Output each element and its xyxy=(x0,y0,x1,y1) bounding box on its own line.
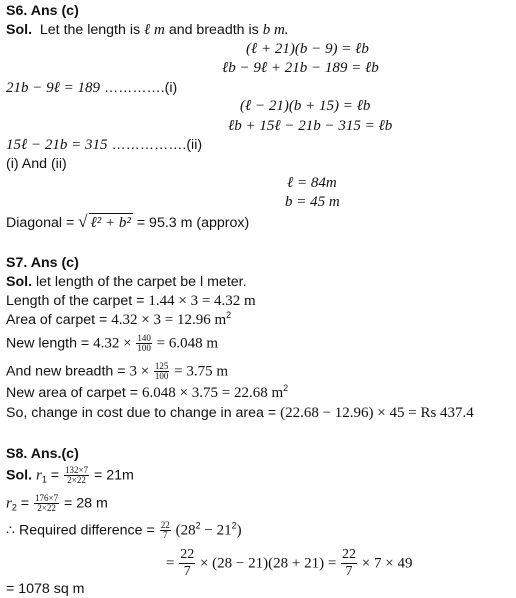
s7-change-expr: (22.68 − 12.96) × 45 = Rs 437.4 xyxy=(280,405,474,421)
s7-len-expr: 1.44 × 3 = 4.32 m xyxy=(148,293,256,309)
s7-area xyxy=(6,311,231,329)
s8-req-end: ) xyxy=(236,522,242,539)
s7-newbr-a: 3 × xyxy=(129,363,153,380)
s6-intro-a: Let the length is xyxy=(39,22,145,38)
s7-len-label: Length of the carpet = xyxy=(6,293,149,309)
s6-eq6-line xyxy=(6,136,202,154)
s6-eq3-tag: ………….(i) xyxy=(100,80,178,96)
s7-new-area xyxy=(6,384,288,402)
s7-new-length xyxy=(6,334,218,353)
s6-eq2: ℓb − 9ℓ + 21b − 189 = ℓb xyxy=(222,60,379,76)
s8-r1-num: 132×7 xyxy=(65,465,89,475)
s8-r2: $r_2$ = $\frac{176\times 7}{2\times 22}$ = 28 m xyxy=(6,493,108,513)
s6-eq3-line xyxy=(6,79,177,97)
s8-r1-sub: 1 xyxy=(41,474,47,485)
s7-newlen-num: 140 xyxy=(137,333,151,343)
s8-heading: S8. Ans.(c) xyxy=(6,446,79,462)
s6-eq6-tag: …………….(ii) xyxy=(107,137,203,153)
s6-eq4: (ℓ − 21)(b + 15) = ℓb xyxy=(240,98,371,114)
s8-req-sup2: 2 xyxy=(231,520,237,531)
s8-line2-num1: 22 xyxy=(180,547,195,562)
s8-r2-fraction xyxy=(34,494,59,513)
s7-new-breadth xyxy=(6,362,228,381)
s8-r2-val: 28 m xyxy=(76,495,108,512)
s8-r1-den: 2×22 xyxy=(67,475,86,485)
s8-req-fraction xyxy=(160,521,171,540)
s7-newbr-label: And new breadth = xyxy=(6,363,130,380)
s8-req-label: ∴ Required difference = xyxy=(6,522,159,539)
s7-newlen-b: = 6.048 m xyxy=(152,335,219,352)
s8-line2-num2: 22 xyxy=(342,547,357,562)
s6-combine: (i) And (ii) xyxy=(6,156,67,172)
s8-sol-label: Sol. xyxy=(6,467,33,484)
s8-line2-fraction2 xyxy=(341,547,357,580)
s6-result-l: ℓ = 84m xyxy=(287,175,337,191)
s6-intro xyxy=(6,21,289,39)
s6-result-b: b = 45 m xyxy=(285,194,340,210)
s7-area-sup: 2 xyxy=(226,310,232,320)
s8-line2-a: × (28 − 21)(28 + 21) = xyxy=(196,555,341,572)
s6-eq5: ℓb + 15ℓ − 21b − 315 = ℓb xyxy=(228,118,393,134)
s7-newbr-den: 100 xyxy=(154,371,169,381)
s7-newarea-expr: 6.048 × 3.75 = 22.68 m xyxy=(142,385,284,401)
s7-newbr-b: = 3.75 m xyxy=(170,363,229,380)
s8-final: = 1078 sq m xyxy=(6,581,85,597)
s7-change xyxy=(6,404,474,422)
s7-heading: S7. Ans (c) xyxy=(6,255,79,271)
s6-diag-label: Diagonal = xyxy=(6,215,79,231)
s8-req-mid: − 21 xyxy=(200,522,232,539)
s8-line2-fraction1 xyxy=(179,547,195,580)
s7-newlen-fraction xyxy=(136,334,152,353)
s6-eq1: (ℓ + 21)(b − 9) = ℓb xyxy=(246,41,369,57)
s7-sol-label: Sol. xyxy=(6,274,33,290)
s6-eq6: 15ℓ − 21b = 315 xyxy=(6,137,108,153)
s8-r2-label: r xyxy=(6,495,12,512)
s8-r2-den: 2×22 xyxy=(37,503,56,513)
s7-newbr-num: 125 xyxy=(154,361,169,371)
s7-newlen-label: New length = xyxy=(6,335,94,352)
s6-diag-value: = 95.3 m (approx) xyxy=(132,215,250,231)
s7-intro-line xyxy=(6,273,247,291)
s8-r1: Sol. $r_1$ = $\frac{132\times 7}{2\times 22}$ = 21m xyxy=(6,465,134,485)
s7-area-expr: 4.32 × 3 = 12.96 m xyxy=(111,312,227,328)
s8-r2-sub: 2 xyxy=(11,502,17,513)
s8-r2-num: 176×7 xyxy=(35,493,59,503)
s6-diag-radicand: ℓ² + b² xyxy=(90,215,131,231)
s8-r1-val: 21m xyxy=(106,467,134,484)
s7-length xyxy=(6,292,256,310)
sqrt-icon: √ xyxy=(78,212,88,231)
s8-req-sup1: 2 xyxy=(195,520,201,531)
s8-expand: = $\frac{22}{7}$ × (28 − 21)(28 + 21) = $\frac{22}{7}$ × 7 × 49 xyxy=(166,547,413,579)
s7-newarea-sup: 2 xyxy=(283,383,289,393)
s8-r1-label: r xyxy=(35,467,42,484)
s7-newbr-fraction xyxy=(154,362,170,381)
s8-req-num: 22 xyxy=(160,520,170,530)
s7-area-label: Area of carpet = xyxy=(6,312,112,328)
s6-diagonal xyxy=(6,213,249,232)
s7-intro: let length of the carpet be l meter. xyxy=(32,274,247,290)
s8-req-den: 7 xyxy=(162,530,168,540)
s6-intro-l: ℓ m xyxy=(144,22,165,38)
s6-intro-b: and breadth is xyxy=(164,22,263,38)
s6-intro-bm: b m. xyxy=(262,22,289,38)
s8-line2-b: × 7 × 49 xyxy=(358,555,413,572)
s7-newlen-a: 4.32 × xyxy=(93,335,136,352)
s7-change-label: So, change in cost due to change in area = xyxy=(6,405,281,421)
s8-required xyxy=(6,521,242,540)
s6-eq3: 21b − 9ℓ = 189 xyxy=(6,80,100,96)
s6-heading: S6. Ans (c) xyxy=(6,3,79,19)
s8-req-expr: (28 xyxy=(175,522,196,539)
s7-newlen-den: 100 xyxy=(137,343,151,353)
s8-line2-den1: 7 xyxy=(183,564,191,579)
s8-line2-den2: 7 xyxy=(345,564,353,579)
s6-sol-label: Sol. xyxy=(6,22,33,38)
s7-newarea-label: New area of carpet = xyxy=(6,385,143,401)
s8-r1-fraction xyxy=(64,466,89,485)
